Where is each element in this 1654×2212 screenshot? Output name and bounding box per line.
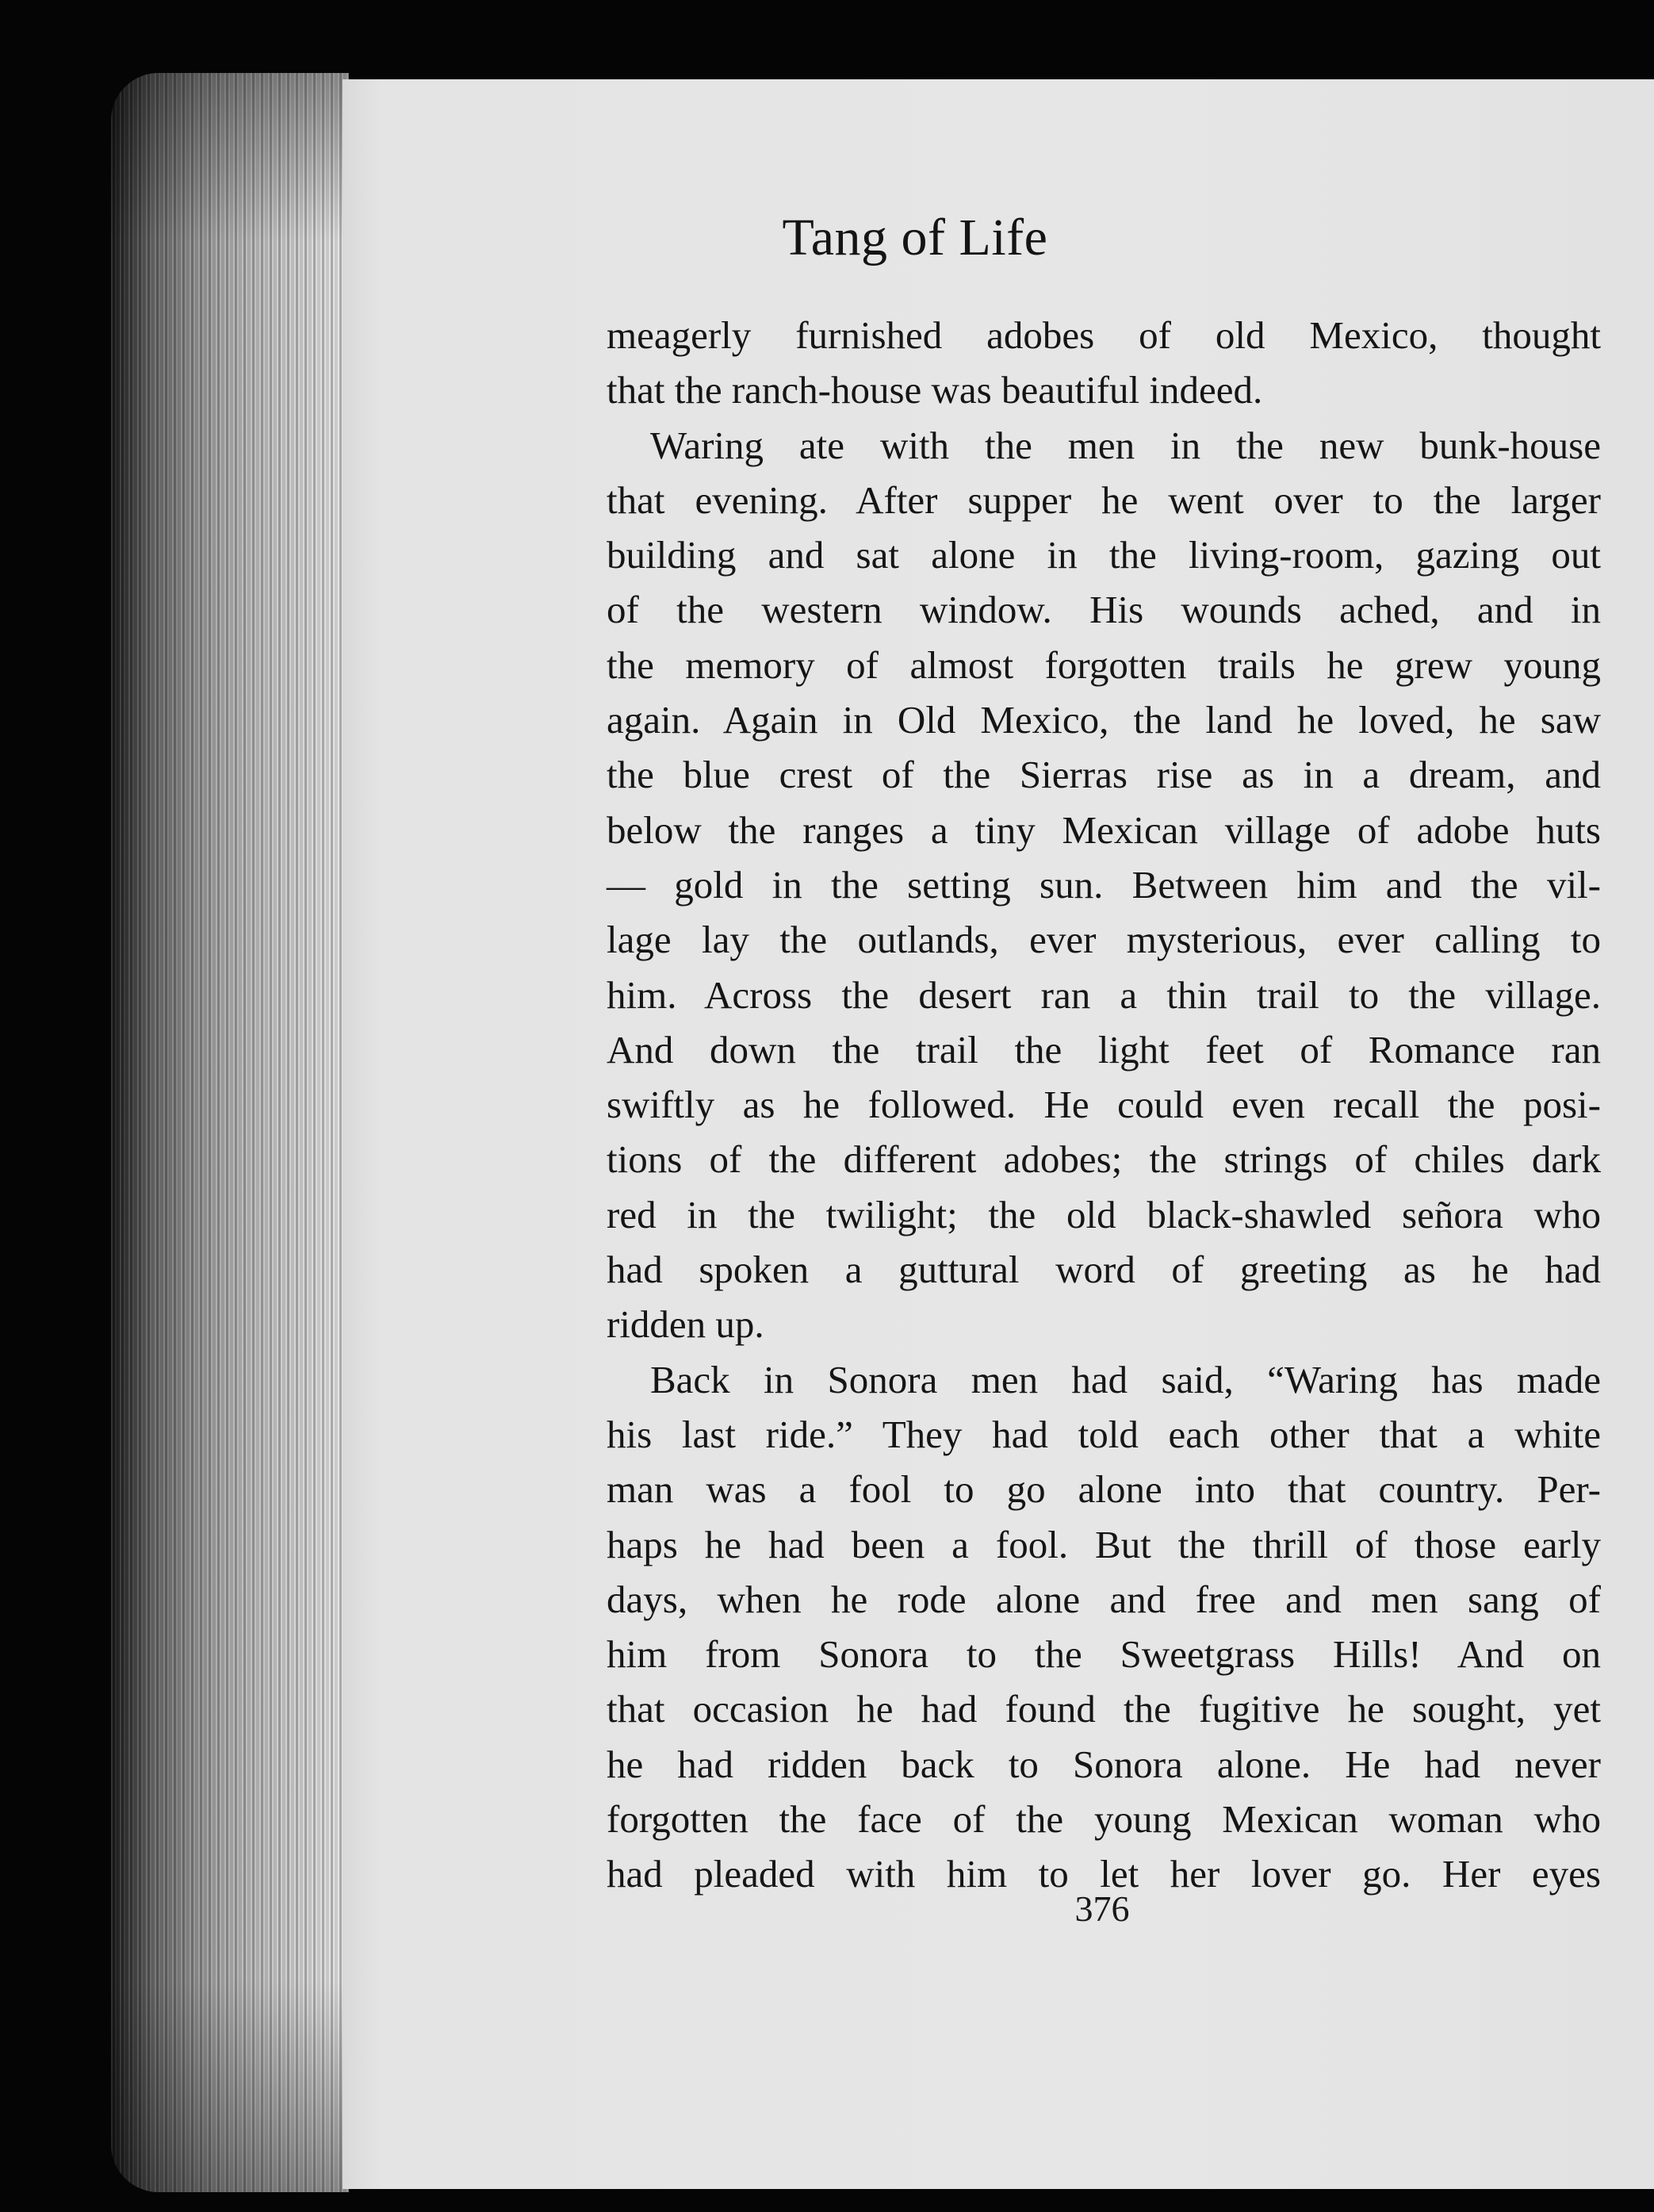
text-line: And down the trail the light feet of Romance ran bbox=[607, 1027, 1601, 1071]
text-line: again. Again in Old Mexico, the land he loved, he saw bbox=[607, 698, 1601, 742]
text-line: he had ridden back to Sonora alone. He had never bbox=[607, 1742, 1601, 1786]
text-line: haps he had been a fool. But the thrill of those early bbox=[607, 1522, 1601, 1566]
text-line: had spoken a guttural word of greeting as he had bbox=[607, 1248, 1601, 1292]
text-line: ridden up. bbox=[607, 1302, 764, 1347]
text-line: forgotten the face of the young Mexican woman who bbox=[607, 1797, 1601, 1842]
text-line: had pleaded with him to let her lover go. Her eyes bbox=[607, 1852, 1601, 1896]
text-line: tions of the different adobes; the strings of chiles dark bbox=[607, 1137, 1601, 1182]
text-line: Waring ate with the men in the new bunk-house bbox=[650, 423, 1601, 467]
text-line: lage lay the outlands, ever mysterious, ever calling to bbox=[607, 918, 1601, 962]
running-head: Tang of Life bbox=[782, 209, 1048, 266]
text-line: his last ride.” They had told each other that a white bbox=[607, 1412, 1601, 1456]
text-line: the memory of almost forgotten trails he grew young bbox=[607, 642, 1601, 687]
text-line: Back in Sonora men had said, “Waring has made bbox=[650, 1357, 1601, 1401]
text-line: swiftly as he followed. He could even recall the posi- bbox=[607, 1083, 1601, 1127]
text-line: meagerly furnished adobes of old Mexico, thought bbox=[607, 313, 1601, 357]
text-line: him from Sonora to the Sweetgrass Hills! And on bbox=[607, 1632, 1601, 1677]
text-line: — gold in the setting sun. Between him and the vil- bbox=[607, 862, 1601, 907]
body-text bbox=[607, 308, 1601, 1902]
text-line: of the western window. His wounds ached, and in bbox=[607, 588, 1601, 632]
text-line: that occasion he had found the fugitive he sought, yet bbox=[607, 1687, 1601, 1731]
book-page-edges bbox=[111, 73, 349, 2192]
text-line: below the ranges a tiny Mexican village of adobe huts bbox=[607, 807, 1601, 852]
text-line: building and sat alone in the living-room, gazing out bbox=[607, 533, 1601, 577]
text-line: the blue crest of the Sierras rise as in a dream, and bbox=[607, 753, 1601, 797]
text-line: red in the twilight; the old black-shawled señora who bbox=[607, 1192, 1601, 1236]
text-line: that the ranch-house was beautiful indeed. bbox=[607, 368, 1263, 412]
text-line: that evening. After supper he went over to the larger bbox=[607, 477, 1601, 522]
page-number: 376 bbox=[1074, 1888, 1130, 1929]
text-line: man was a fool to go alone into that country. Per- bbox=[607, 1467, 1601, 1512]
text-line: days, when he rode alone and free and men sang of bbox=[607, 1577, 1601, 1621]
text-line: him. Across the desert ran a thin trail to the village. bbox=[607, 972, 1601, 1017]
